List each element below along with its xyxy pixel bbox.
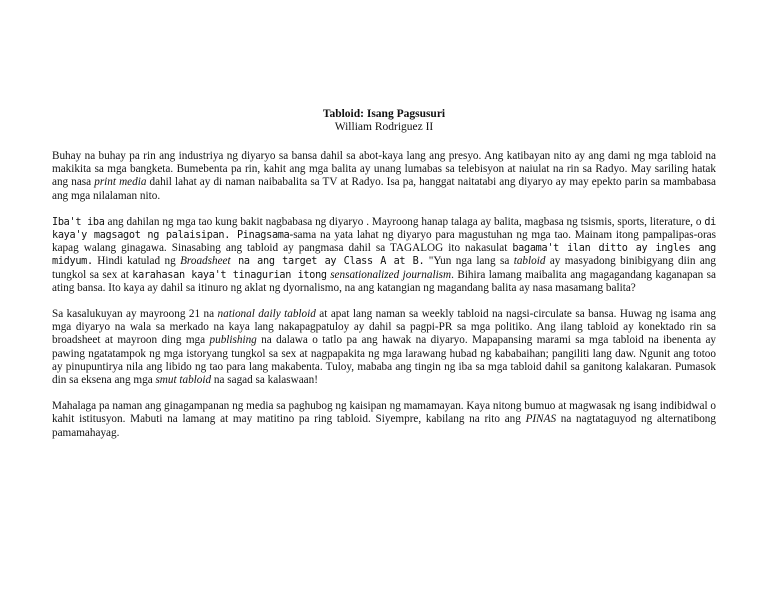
- paragraph: [52, 150, 716, 203]
- text-run: Iba't iba: [52, 216, 105, 228]
- document-header: [52, 108, 716, 134]
- text-run: na sagad sa kalaswaan!: [211, 374, 318, 387]
- document-author: William Rodriguez II: [334, 121, 434, 133]
- paragraph: [52, 216, 716, 295]
- italic-term: Broadsheet: [180, 255, 231, 268]
- text-run: dahil lahat ay di naman naibabalita sa TV at Radyo. Isa pa, hanggat naitatabi ang diyaryo ay may epekto parin sa mambabasa ang mga nilalaman nito.: [52, 176, 716, 202]
- text-run: Hindi katulad ng: [92, 255, 181, 268]
- text-run: Mahalaga pa naman ang ginagampanan ng media sa paghubog ng kaisipan ng mamamayan. Kaya nitong bumuo at magwasak ng isang indibidwal o kahit istitusyon. Mabuti na lamang at may matitino pa ring tabloid. Siyempre, kabilang na rito ang: [52, 400, 716, 426]
- text-run: na ang target ay Class A at B.: [230, 256, 425, 268]
- paragraph: [52, 400, 716, 440]
- text-run: at apat lang naman sa weekly tabloid na nagsi-circulate sa bansa. Huwag ng isama ang mga diyaryo na wala sa merkado na kaya lang nakapagpatuloy ay dahil sa pagpi-PR sa mga politiko. Ang ilang tabloid ay konektado rin sa broadsheet at mayroon ding mga: [52, 308, 716, 347]
- text-run: na nagtataguyod ng alternatibong pamamahayag.: [52, 413, 716, 439]
- text-run: bagama't ilan ditto ay ingles ang midyum.: [52, 243, 716, 268]
- text-run: na dalawa o tatlo pa ang hawak na diyaryo. Mapapansing marami sa mga tabloid na ibenenta ay pawing ngatatampok ng mga istoryang tungkol sa sex at nagpapakita ng mga larawang hubad ng kababaihan; pangiliti lang daw. Ngunit ang totoo ay pinupuntirya nila ang libido ng tao para lang makabenta. Tuloy, mababa ang tingin ng iba sa mga tabloid dahil sa ganitong kalakaran. Pumasok din sa eksena ang mga: [52, 334, 717, 387]
- text-run: Pinagsama: [230, 230, 290, 242]
- italic-term: smut tabloid: [155, 374, 212, 387]
- document-page: [52, 108, 716, 453]
- document-title: Tabloid: Isang Pagsusuri: [322, 108, 446, 120]
- italic-term: publishing: [209, 334, 257, 347]
- italic-term: national daily tabloid: [217, 308, 316, 321]
- paragraph: [52, 308, 716, 387]
- text-run: di kaya'y magsagot ng palaisipan.: [52, 216, 716, 242]
- text-run: . Bihira lamang maibalita ang magagandang kaganapan sa ating bansa. Ito kaya ay dahil sa itinuro ng aklat ng dyornalismo, na ang katangian ng magandang balita ay nasa masamang balita?: [52, 268, 716, 294]
- text-run: Sa kasalukuyan ay mayroong 21 na: [52, 308, 218, 321]
- italic-term: tabloid: [513, 255, 546, 268]
- text-run: "Yun nga lang sa: [424, 255, 514, 268]
- text-run: karahasan kaya't tinagurian itong: [132, 269, 327, 281]
- text-run: ang dahilan ng mga tao kung bakit nagbabasa ng diyaryo . Mayroong hanap talaga ay balita, magbasa ng tsismis, sports, literature, o: [104, 215, 705, 228]
- italic-term: print media: [94, 176, 147, 189]
- text-run: -sama na yata lahat ng diyaryo para magustuhan ng mga tao. Mainam itong pampalipas-oras kapag walang ginagawa. Sinasabing ang tabloid ay pangmasa dahil sa TAGALOG ito nakasulat: [52, 229, 716, 255]
- text-run: Buhay na buhay pa rin ang industriya ng diyaryo sa bansa dahil sa abot-kaya lang ang presyo. Ang katibayan nito ay ang dami ng mga tabloid na makikita sa mga bangketa. Bumebenta pa rin, kahit ang mga balita ay unang lumabas sa telebisyon at naiulat na rin sa Radyo. May sariling hatak ang nasa: [52, 150, 716, 189]
- italic-term: PINAS: [525, 413, 557, 426]
- document-body: [52, 150, 716, 440]
- text-run: ay masyadong binibigyang diin ang tungkol sa sex at: [52, 255, 716, 281]
- italic-term: sensationalized journalism: [330, 268, 452, 281]
